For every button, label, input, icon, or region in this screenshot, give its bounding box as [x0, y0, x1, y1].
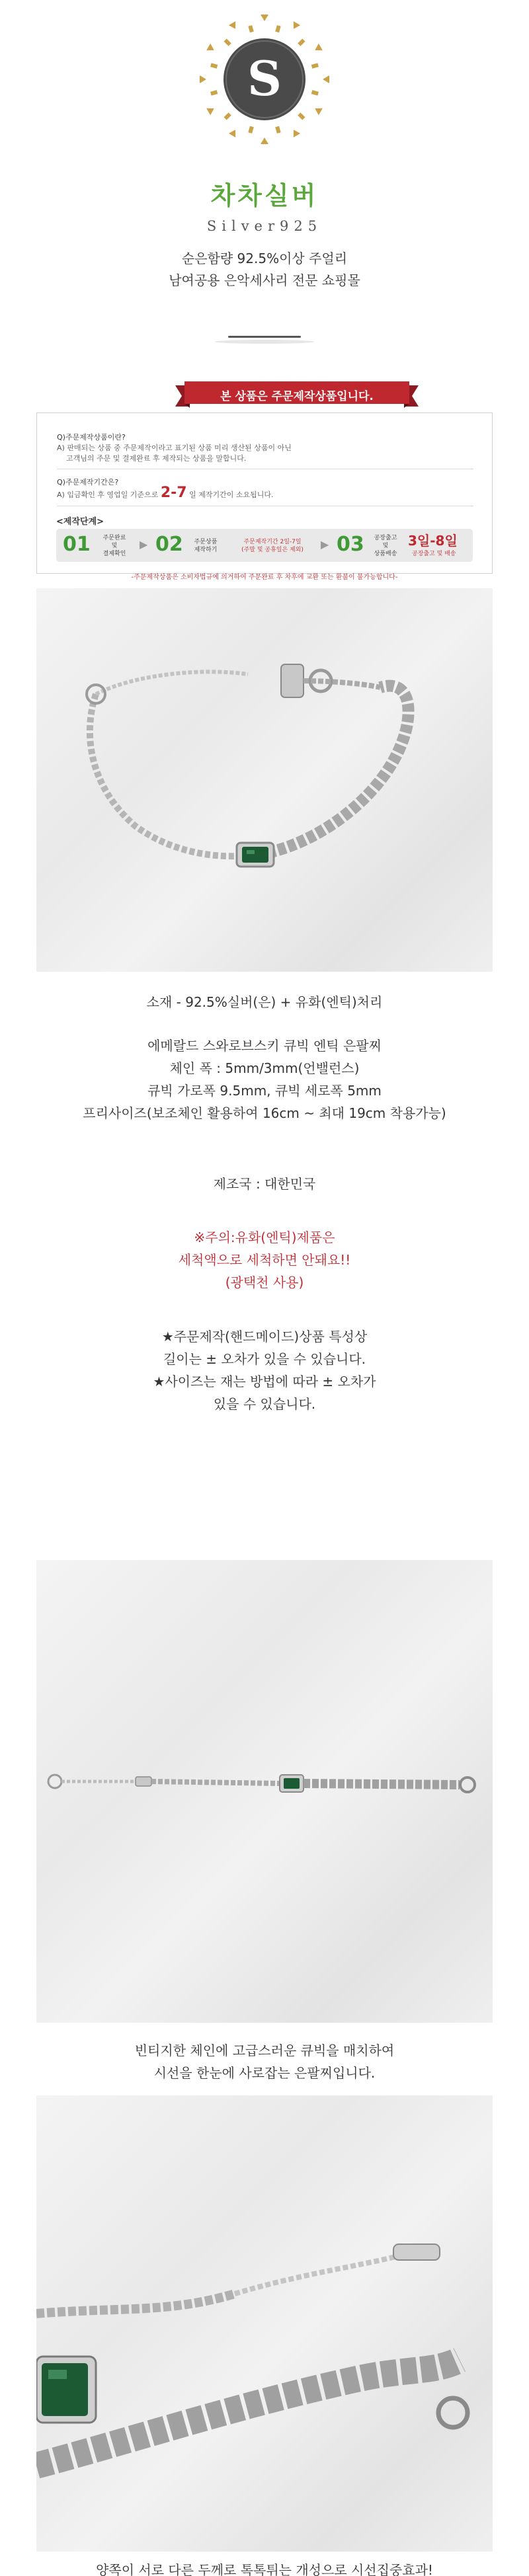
notice-ribbon [175, 380, 419, 410]
material-text: 소재 - 92.5%실버(은) + 유화(엔틱)처리 [146, 994, 383, 1010]
step-2-note: 주문제작기간 2일-7일 (주말 및 공휴일은 제외) [241, 539, 304, 553]
free-size: 프리사이즈(보조체인 활용하여 16cm ~ 최대 19cm 착용가능) [83, 1105, 446, 1121]
handmade-line-4: 있을 수 있습니다. [213, 1396, 316, 1412]
faq-question-2: Q)주문제작기간은? [57, 478, 119, 487]
cubic-size: 큐빅 가로폭 9.5mm, 큐빅 세로폭 5mm [147, 1083, 382, 1099]
step-3-label: 공장출고 및 상품배송 [374, 535, 397, 557]
production-steps [56, 529, 473, 562]
sunburst-logo-icon [198, 13, 331, 165]
step-2-number: 02 [155, 533, 183, 556]
product-name: 에메랄드 스와로브스키 큐빅 엔틱 은팔찌 [147, 1038, 382, 1054]
faq-question-1: Q)주문제작상품이란? [57, 433, 126, 442]
caption-1-line-2: 시선을 한눈에 사로잡는 은팔찌입니다. [153, 2065, 376, 2081]
caution-line-1: ※주의:유화(엔틱)제품은 [194, 1229, 335, 1245]
origin-text: 제조국 : 대한민국 [213, 1176, 316, 1192]
handmade-line-1: ★주문제작(핸드메이드)상품 특성상 [161, 1329, 368, 1345]
arrow-right-icon: ▶ [140, 538, 148, 551]
faq-answer-2 [57, 485, 273, 501]
answer-text: 일 제작기간이 소요됩니다. [189, 490, 274, 499]
bracelet-flat-photo-icon [36, 1560, 493, 2023]
product-photo-1 [36, 588, 493, 972]
production-days: 2-7 [160, 485, 187, 501]
steps-title: <제작단계> [56, 517, 104, 527]
delivery-days: 3일-8일 [408, 533, 458, 549]
arrow-right-icon: ▶ [321, 538, 329, 551]
product-photo-3 [36, 2095, 493, 2552]
bracelet-closeup-photo-icon [36, 2095, 493, 2552]
ribbon-text: 본 상품은 주문제작상품입니다. [220, 390, 374, 403]
made-to-order-notice [36, 382, 493, 581]
logo-letter: S [247, 50, 282, 106]
spec-block [0, 1034, 529, 1124]
handmade-block [0, 1325, 529, 1415]
step-2-label: 주문상품 제작하기 [194, 539, 218, 553]
caption-1 [0, 2039, 529, 2084]
handmade-line-3: ★사이즈는 재는 방법에 따라 ± 오차가 [153, 1374, 376, 1389]
handmade-line-2: 길이는 ± 오차가 있을 수 있습니다. [163, 1351, 366, 1367]
step-1-number: 01 [63, 533, 91, 556]
divider-shadow [215, 340, 314, 344]
caption-2: 양쪽이 서로 다른 두께로 톡톡튀는 개성으로 시선집중효과! [96, 2562, 433, 2576]
caution-block [0, 1226, 529, 1294]
faq-answer-1a: A) 판매되는 상품 중 주문제작이라고 표기된 상품 미리 생산된 상품이 아닌 [57, 444, 292, 452]
brand-header [0, 0, 529, 347]
brand-subtitle: Silver925 [206, 218, 323, 234]
caption-1-line-1: 빈티지한 체인에 고급스러운 큐빅을 매치하여 [134, 2043, 395, 2058]
brand-name: 차차실버 [210, 181, 319, 210]
divider [228, 336, 301, 338]
chain-width: 체인 폭 : 5mm/3mm(언밸런스) [169, 1060, 360, 1076]
step-3-number: 03 [337, 533, 364, 556]
faq-answer-1b: 고객님의 주문 및 결제완료 후 제작되는 상품을 말합니다. [66, 454, 247, 463]
step-1-label: 주문완료 및 결제확인 [102, 535, 126, 557]
refund-warning: -주문제작상품은 소비자법규에 의거하여 주문완료 후 차후에 교환 또는 환불이 불가능합니다- [131, 574, 398, 581]
caution-line-3: (광택천 사용) [225, 1274, 304, 1290]
delivery-note: 공장출고 및 배송 [412, 551, 456, 557]
brand-desc-line1: 순은함량 92.5%이상 주얼리 [181, 251, 348, 266]
bracelet-photo-icon [36, 588, 493, 972]
answer-text: A) 입금확인 후 영업일 기준으로 [57, 490, 159, 499]
caution-line-2: 세척액으로 세척하면 안돼요!! [178, 1252, 351, 1268]
product-photo-2 [36, 1560, 493, 2023]
brand-description [0, 248, 529, 292]
brand-logo [198, 13, 331, 165]
brand-desc-line2: 남여공용 은악세사리 전문 쇼핑몰 [169, 272, 360, 288]
